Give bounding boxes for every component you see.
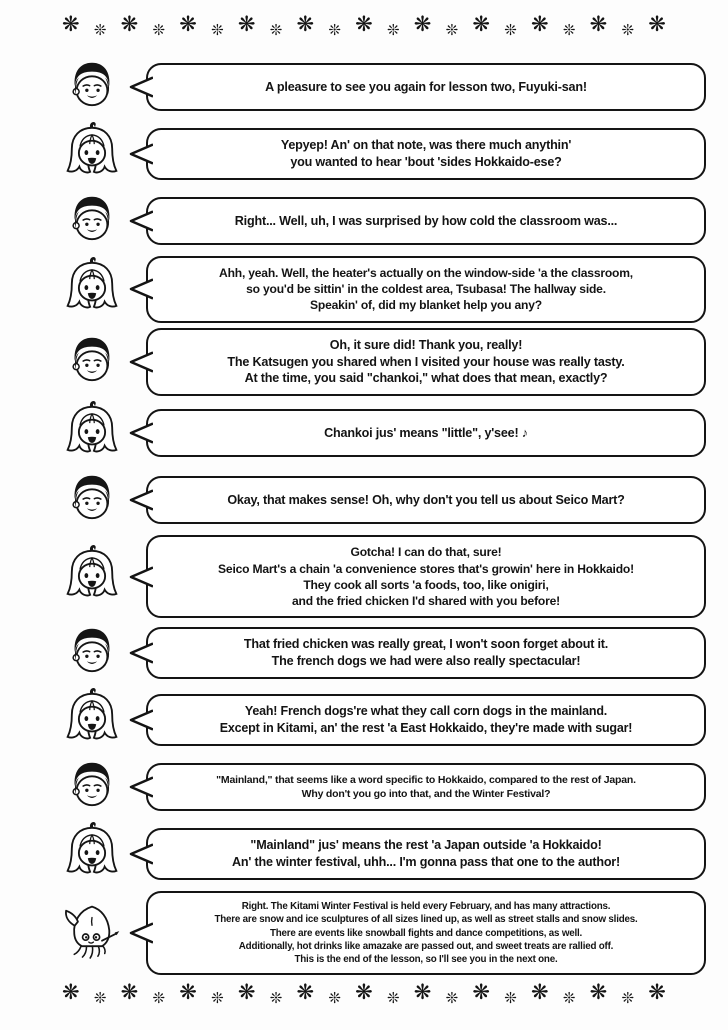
dialogue-row xyxy=(22,57,706,117)
flower-icon: ❊ xyxy=(211,990,224,1007)
flower-icon: ❊ xyxy=(386,990,400,1007)
flower-icon: ❋ xyxy=(237,13,256,36)
bubble-text xyxy=(162,900,690,966)
flower-icon: ❋ xyxy=(648,13,666,36)
bubble-text-line: Speakin' of, did my blanket help you any? xyxy=(310,298,542,313)
flower-icon: ❊ xyxy=(269,22,283,39)
bubble-text-line: There are snow and ice sculptures of all sizes lined up, as well as street stalls and snow slides. xyxy=(214,914,638,926)
bubble-text xyxy=(162,337,690,388)
bubble-text-line: This is the end of the lesson, so I'll see you in the next one. xyxy=(294,953,558,965)
bubble-tail-icon xyxy=(127,209,153,233)
speech-bubble xyxy=(146,197,706,245)
dialogue-row xyxy=(22,757,706,817)
flower-icon: ❋ xyxy=(296,981,315,1004)
bubble-tail-icon xyxy=(127,488,153,512)
avatar-girl-icon xyxy=(62,688,122,752)
flower-icon: ❊ xyxy=(386,22,400,39)
speech-bubble xyxy=(146,476,706,524)
avatar-boy-icon xyxy=(62,332,122,392)
speech-bubble xyxy=(146,627,706,679)
flower-icon: ❋ xyxy=(589,981,608,1004)
bubble-text-line: Chankoi jus' means "little", y'see! ♪ xyxy=(324,425,528,440)
flower-icon: ❋ xyxy=(120,981,139,1004)
avatar-boy-icon xyxy=(62,623,122,683)
dialogue-row xyxy=(22,470,706,530)
bubble-text-line: The french dogs we had were also really spectacular! xyxy=(271,654,581,669)
flower-icon: ❊ xyxy=(152,22,166,39)
flower-icon: ❋ xyxy=(472,13,490,36)
avatar-girl-icon xyxy=(62,545,122,609)
bubble-text-line: Additionally, hot drinks like amazake are passed out, and sweet treats are rallied off. xyxy=(238,940,614,952)
bubble-text-line: you wanted to hear 'bout 'sides Hokkaido-ese? xyxy=(290,155,562,170)
bubble-tail-icon xyxy=(127,921,153,945)
bubble-tail-icon xyxy=(127,641,153,665)
bubble-text-line: Ahh, yeah. Well, the heater's actually on the window-side 'a the classroom, xyxy=(219,266,633,281)
speech-bubble xyxy=(146,535,706,618)
bubble-text xyxy=(162,137,690,171)
bubble-tail-icon xyxy=(127,350,153,374)
flower-icon: ❊ xyxy=(211,22,224,39)
bubble-text-line: so you'd be sittin' in the coldest area, Tsubasa! The hallway side. xyxy=(246,282,606,297)
avatar-girl-icon xyxy=(62,401,122,465)
dialogue-row xyxy=(22,401,706,465)
flower-icon: ❊ xyxy=(621,22,635,39)
bubble-text-line: Gotcha! I can do that, sure! xyxy=(350,545,502,560)
bubble-text-line: Seico Mart's a chain 'a convenience stores that's growin' here in Hokkaido! xyxy=(218,561,634,576)
speech-bubble xyxy=(146,694,706,746)
speech-bubble xyxy=(146,409,706,457)
avatar-boy-icon xyxy=(62,57,122,117)
bubble-text xyxy=(162,425,690,442)
speech-bubble xyxy=(146,763,706,811)
bubble-tail-icon xyxy=(127,708,153,732)
flower-icon: ❊ xyxy=(504,22,517,39)
bubble-text xyxy=(162,492,690,509)
flower-icon: ❋ xyxy=(531,13,549,36)
avatar-girl-icon xyxy=(62,122,122,186)
dialogue-row xyxy=(22,328,706,397)
flower-icon: ❋ xyxy=(648,981,666,1004)
bubble-text-line: Right... Well, uh, I was surprised by how cold the classroom was... xyxy=(234,213,618,228)
bubble-text xyxy=(162,79,690,96)
dialogue-row xyxy=(22,256,706,323)
bubble-tail-icon xyxy=(127,142,153,166)
bubble-text xyxy=(162,544,690,609)
flower-icon: ❋ xyxy=(413,981,432,1004)
bubble-text-line: Oh, it sure did! Thank you, really! xyxy=(329,337,523,352)
bubble-text xyxy=(162,636,690,670)
bottom-flower-border xyxy=(22,982,706,1018)
bubble-text xyxy=(162,213,690,230)
dialogue-row xyxy=(22,535,706,618)
bubble-tail-icon xyxy=(127,421,153,445)
flower-icon: ❊ xyxy=(621,990,635,1007)
flower-icon: ❋ xyxy=(237,981,256,1004)
avatar-boy-icon xyxy=(62,191,122,251)
speech-bubble xyxy=(146,256,706,323)
speech-bubble xyxy=(146,828,706,880)
dialogue-row xyxy=(22,688,706,752)
dialogue-row xyxy=(22,122,706,186)
flower-icon: ❋ xyxy=(472,981,490,1004)
flower-icon: ❋ xyxy=(62,981,80,1004)
bubble-tail-icon xyxy=(127,277,153,301)
avatar-boy-icon xyxy=(62,757,122,817)
bubble-text-line: "Mainland," that seems like a word specific to Hokkaido, compared to the rest of Japan. xyxy=(216,774,636,787)
flower-icon: ❊ xyxy=(93,990,107,1007)
speech-bubble xyxy=(146,328,706,397)
flower-icon: ❊ xyxy=(152,990,166,1007)
bubble-text xyxy=(162,837,690,871)
dialogue-row xyxy=(22,891,706,975)
flower-icon: ❋ xyxy=(589,13,608,36)
flower-icon: ❊ xyxy=(93,22,107,39)
flower-icon: ❊ xyxy=(445,990,459,1007)
flower-icon: ❊ xyxy=(445,22,459,39)
bubble-text xyxy=(162,265,690,314)
flower-icon: ❋ xyxy=(179,981,197,1004)
flower-icon: ❋ xyxy=(179,13,197,36)
flower-icon: ❊ xyxy=(328,22,341,39)
bubble-text-line: Right. The Kitami Winter Festival is held every February, and has many attractions. xyxy=(241,901,611,913)
avatar-girl-icon xyxy=(62,257,122,321)
top-flower-border xyxy=(22,14,706,50)
flower-icon: ❊ xyxy=(562,22,576,39)
dialogue-row xyxy=(22,191,706,251)
bubble-text-line: A pleasure to see you again for lesson two, Fuyuki-san! xyxy=(265,79,587,94)
bubble-text-line: Okay, that makes sense! Oh, why don't you tell us about Seico Mart? xyxy=(227,492,625,507)
dialogue-list xyxy=(22,50,706,982)
bubble-tail-icon xyxy=(127,565,153,589)
flower-icon: ❋ xyxy=(120,13,139,36)
flower-icon: ❋ xyxy=(62,13,80,36)
avatar-girl-icon xyxy=(62,822,122,886)
flower-icon: ❊ xyxy=(269,990,283,1007)
bubble-text-line: Except in Kitami, an' the rest 'a East Hokkaido, they're made with sugar! xyxy=(219,721,633,736)
bubble-text-line: Yeah! French dogs're what they call corn dogs in the mainland. xyxy=(244,704,608,719)
bubble-text-line: That fried chicken was really great, I won't soon forget about it. xyxy=(243,637,609,652)
bubble-text xyxy=(162,773,690,801)
bubble-text-line: "Mainland" jus' means the rest 'a Japan outside 'a Hokkaido! xyxy=(250,838,602,853)
flower-icon: ❋ xyxy=(355,13,373,36)
flower-icon: ❊ xyxy=(504,990,517,1007)
flower-icon: ❊ xyxy=(328,990,341,1007)
bubble-text-line: Why don't you go into that, and the Winter Festival? xyxy=(301,788,551,801)
bubble-text-line: The Katsugen you shared when I visited your house was really tasty. xyxy=(227,354,625,369)
bubble-tail-icon xyxy=(127,75,153,99)
speech-bubble xyxy=(146,128,706,180)
flower-icon: ❋ xyxy=(296,13,315,36)
bubble-text-line: They cook all sorts 'a foods, too, like onigiri, xyxy=(303,577,549,592)
avatar-boy-icon xyxy=(62,470,122,530)
avatar-squid-icon xyxy=(62,904,122,962)
bubble-text-line: There are events like snowball fights and dance competitions, as well. xyxy=(269,927,583,939)
dialogue-row xyxy=(22,822,706,886)
bubble-tail-icon xyxy=(127,775,153,799)
bubble-tail-icon xyxy=(127,842,153,866)
bubble-text xyxy=(162,703,690,737)
flower-icon: ❋ xyxy=(413,13,432,36)
bubble-text-line: An' the winter festival, uhh... I'm gonna pass that one to the author! xyxy=(231,855,621,870)
bubble-text-line: At the time, you said "chankoi," what does that mean, exactly? xyxy=(244,371,608,386)
flower-icon: ❋ xyxy=(355,981,373,1004)
speech-bubble xyxy=(146,891,706,975)
speech-bubble xyxy=(146,63,706,111)
bubble-text-line: and the fried chicken I'd shared with you before! xyxy=(292,593,560,608)
bubble-text-line: Yepyep! An' on that note, was there much anythin' xyxy=(280,138,572,153)
flower-icon: ❊ xyxy=(562,990,576,1007)
flower-icon: ❋ xyxy=(531,981,549,1004)
dialogue-row xyxy=(22,623,706,683)
